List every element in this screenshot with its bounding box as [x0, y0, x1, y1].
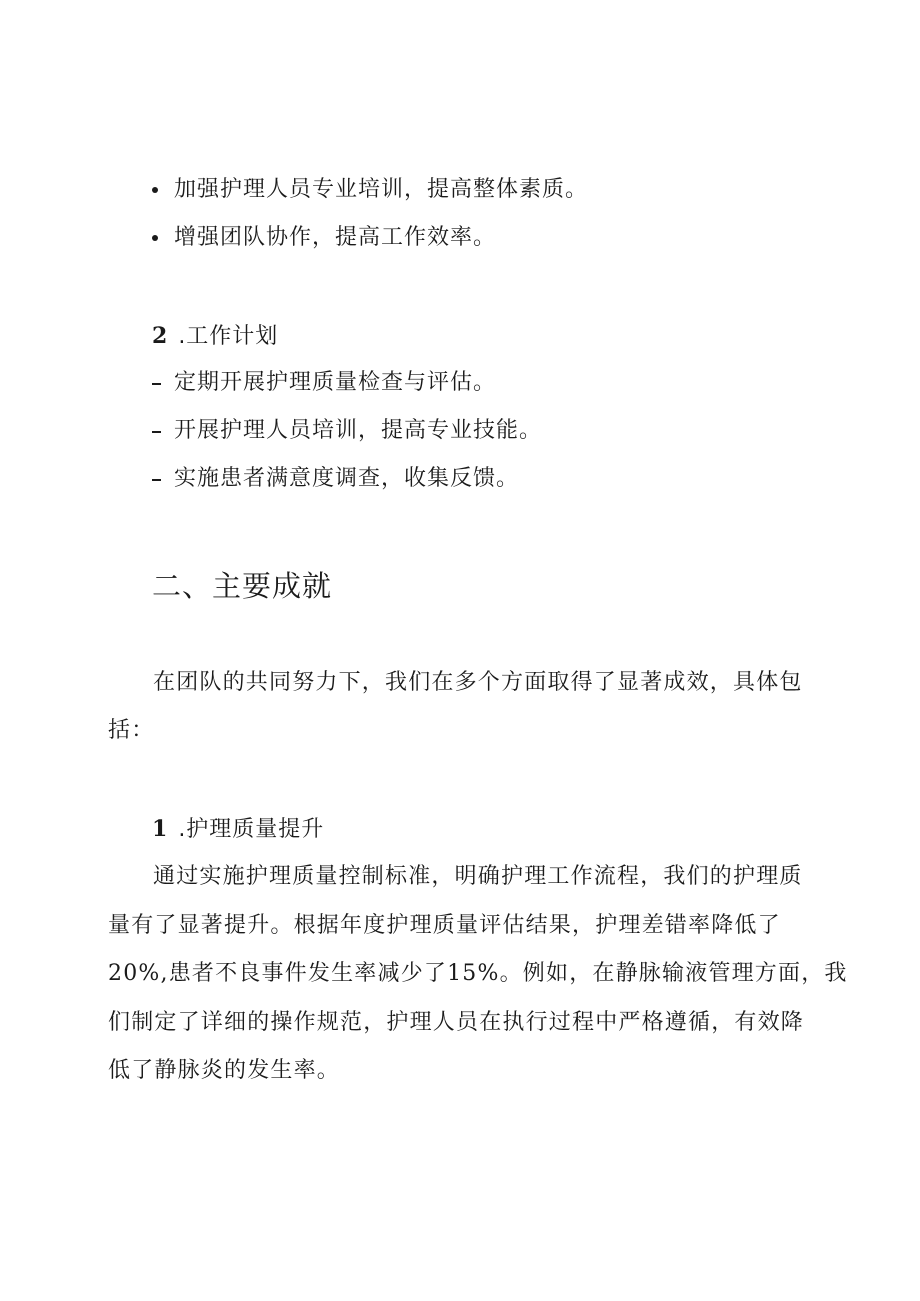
work-plan-title: .工作计划: [178, 324, 279, 349]
paragraph-line: 低了静脉炎的发生率。: [108, 1058, 341, 1083]
quality-number: 1: [152, 816, 169, 842]
bullet-item: 加强护理人员专业培训，提高整体素质。: [174, 177, 589, 202]
paragraph-line: 量有了显著提升。根据年度护理质量评估结果，护理差错率降低了: [108, 913, 781, 938]
bullet-dot-icon: [152, 235, 158, 241]
dash-icon: [152, 431, 161, 433]
paragraph-line: 括：: [108, 718, 155, 743]
quality-heading: [152, 814, 324, 845]
work-plan-number: 2: [152, 323, 169, 349]
dash-icon: [152, 383, 161, 385]
paragraph-line: 通过实施护理质量控制标准，明确护理工作流程，我们的护理质: [153, 864, 803, 889]
paragraph-line: 们制定了详细的操作规范，护理人员在执行过程中严格遵循，有效降: [108, 1010, 805, 1035]
bullet-item: 增强团队协作，提高工作效率。: [174, 225, 497, 250]
paragraph-line: 在团队的共同努力下，我们在多个方面取得了显著成效，具体包: [153, 670, 803, 695]
bullet-dot-icon: [152, 187, 158, 193]
quality-title: .护理质量提升: [178, 817, 325, 842]
work-plan-item: 定期开展护理质量检查与评估。: [174, 370, 497, 395]
work-plan-item: 实施患者满意度调查，收集反馈。: [174, 466, 520, 491]
dash-icon: [152, 479, 161, 481]
work-plan-item: 开展护理人员培训，提高专业技能。: [174, 418, 543, 443]
work-plan-heading: [152, 321, 278, 352]
section-heading: 二、主要成就: [152, 569, 333, 603]
paragraph-line: 20%,患者不良事件发生率减少了15%。例如，在静脉输液管理方面，我: [108, 961, 848, 986]
